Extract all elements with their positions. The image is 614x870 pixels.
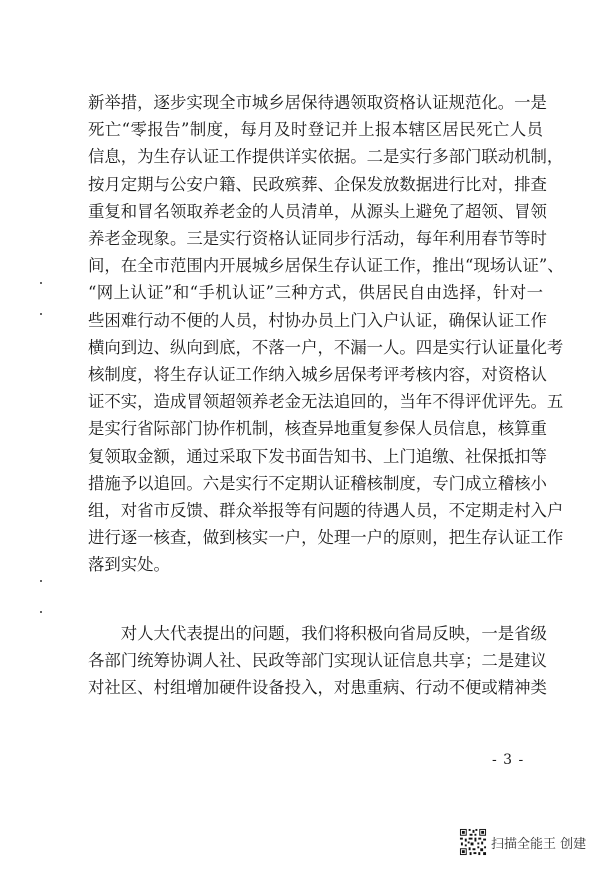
text-line: 是实行省际部门协作机制，核查异地重复参保人员信息，核算重 <box>88 419 547 439</box>
text-line: 复领取金额，通过采取下发书面告知书、上门追缴、社保抵扣等 <box>88 446 547 466</box>
text-line: 按月定期与公安户籍、民政殡葬、企保发放数据进行比对，排查 <box>88 174 547 194</box>
text-line: 证不实，造成冒领超领养老金无法追回的，当年不得评优评先。五 <box>88 392 564 412</box>
text-line: 重复和冒名领取养老金的人员清单，从源头上避免了超领、冒领 <box>88 201 547 221</box>
qr-code-icon <box>459 828 487 856</box>
text-line: 些困难行动不便的人员，村协办员上门入户认证，确保认证工作 <box>88 310 547 330</box>
text-line: 信息，为生存认证工作提供详实依据。二是实行多部门联动机制， <box>88 147 564 167</box>
text-line: 核制度，将生存认证工作纳入城乡居保考评考核内容，对资格认 <box>88 365 547 385</box>
text-line: 组，对省市反馈、群众举报等有问题的待遇人员，不定期走村入户 <box>88 501 564 521</box>
text-line: 新举措，逐步实现全市城乡居保待遇领取资格认证规范化。一是 <box>88 93 547 112</box>
page-number: - 3 - <box>492 752 525 768</box>
text-line: 进行逐一核查，做到核实一户，处理一户的原则，把生存认证工作 <box>88 528 564 548</box>
margin-dot <box>40 580 42 582</box>
text-line: “网上认证”和“手机认证”三种方式，供居民自由选择，针对一 <box>88 283 543 303</box>
text-line: 养老金现象。三是实行资格认证同步行活动，每年利用春节等时 <box>88 229 547 249</box>
text-line: 横向到边、纵向到底，不落一户，不漏一人。四是实行认证量化考 <box>88 337 564 357</box>
text-line: 死亡“零报告”制度，每月及时登记并上报本辖区居民死亡人员 <box>88 120 543 140</box>
text-line: 措施予以追回。六是实行不定期认证稽核制度，专门成立稽核小 <box>88 473 547 493</box>
body-paragraph-1 <box>88 89 564 579</box>
text-line: 对社区、村组增加硬件设备投入，对患重病、行动不便或精神类 <box>88 678 547 698</box>
watermark-text: 扫描全能王 创建 <box>491 836 587 852</box>
text-line: 各部门统筹协调人社、民政等部门实现认证信息共享；二是建议 <box>88 651 547 671</box>
margin-dot <box>40 611 42 613</box>
text-line: 对人大代表提出的问题，我们将积极向省局反映，一是省级 <box>88 624 547 643</box>
scanner-watermark <box>459 828 586 856</box>
text-line: 落到实处。 <box>88 555 170 575</box>
margin-dot <box>40 313 42 315</box>
body-paragraph-2 <box>88 620 547 702</box>
margin-dot <box>40 282 42 284</box>
text-line: 间，在全市范围内开展城乡居保生存认证工作，推出“现场认证”、 <box>88 256 564 276</box>
